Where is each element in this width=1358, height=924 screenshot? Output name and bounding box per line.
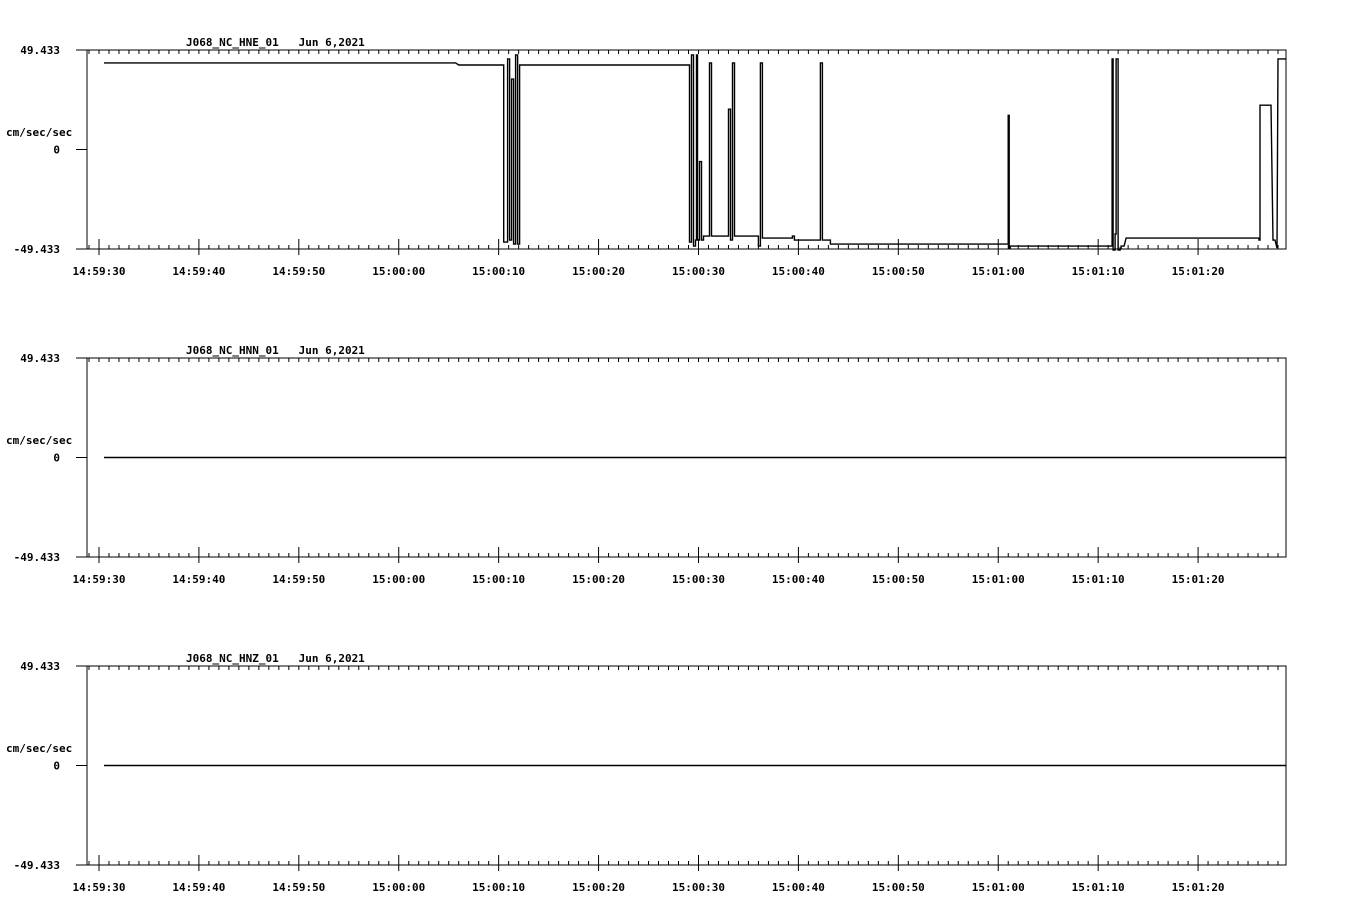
x-tick-label: 15:00:30	[671, 881, 725, 894]
y-axis-label: cm/sec/sec	[6, 126, 73, 139]
x-tick-label: 15:01:20	[1171, 573, 1225, 586]
x-tick-label: 15:00:30	[671, 573, 725, 586]
plot-title: J068_NC_HNE_01 Jun 6,2021	[186, 36, 365, 49]
y-tick-label: -49.433	[13, 859, 60, 872]
x-tick-label: 14:59:40	[172, 881, 226, 894]
y-tick-label: -49.433	[13, 243, 60, 256]
y-tick-label: 49.433	[20, 352, 60, 365]
x-tick-label: 15:01:00	[971, 881, 1025, 894]
y-tick-label: 49.433	[20, 660, 60, 673]
waveform-trace	[104, 55, 1286, 250]
x-tick-label: 15:01:00	[971, 573, 1025, 586]
x-tick-label: 15:00:20	[572, 881, 626, 894]
x-tick-label: 14:59:50	[272, 881, 326, 894]
x-tick-label: 15:00:50	[871, 265, 925, 278]
x-tick-label: 15:00:10	[472, 265, 526, 278]
x-tick-label: 15:00:40	[771, 881, 825, 894]
seismogram-panel-3	[6, 652, 1286, 894]
x-tick-label: 15:00:40	[771, 265, 825, 278]
x-tick-label: 15:00:00	[372, 881, 426, 894]
plot-title: J068_NC_HNZ_01 Jun 6,2021	[186, 652, 365, 665]
x-tick-label: 15:00:40	[771, 573, 825, 586]
x-tick-label: 15:00:20	[572, 265, 626, 278]
x-tick-label: 15:00:50	[871, 881, 925, 894]
x-tick-label: 14:59:50	[272, 573, 326, 586]
x-tick-label: 15:00:50	[871, 573, 925, 586]
x-tick-label: 15:00:20	[572, 573, 626, 586]
seismogram-panel-1	[6, 36, 1286, 278]
x-tick-label: 15:00:10	[472, 573, 526, 586]
y-tick-label: 0	[53, 143, 60, 157]
x-tick-label: 15:00:00	[372, 265, 426, 278]
x-tick-label: 15:01:20	[1171, 881, 1225, 894]
x-tick-label: 14:59:40	[172, 573, 226, 586]
plot-title: J068_NC_HNN_01 Jun 6,2021	[186, 344, 365, 357]
plot-frame	[87, 50, 1286, 249]
x-tick-label: 15:01:20	[1171, 265, 1225, 278]
x-tick-label: 15:01:10	[1071, 881, 1125, 894]
x-tick-label: 14:59:50	[272, 265, 326, 278]
x-tick-label: 14:59:30	[72, 265, 126, 278]
x-tick-label: 15:00:00	[372, 573, 426, 586]
x-tick-label: 14:59:40	[172, 265, 226, 278]
y-tick-label: 49.433	[20, 44, 60, 57]
y-tick-label: -49.433	[13, 551, 60, 564]
x-tick-label: 15:01:10	[1071, 573, 1125, 586]
x-tick-label: 14:59:30	[72, 573, 126, 586]
x-tick-label: 14:59:30	[72, 881, 126, 894]
x-tick-label: 15:00:30	[671, 265, 725, 278]
x-tick-label: 15:01:00	[971, 265, 1025, 278]
x-tick-label: 15:01:10	[1071, 265, 1125, 278]
y-axis-label: cm/sec/sec	[6, 434, 73, 447]
y-tick-label: 0	[53, 759, 60, 773]
seismogram-panel-2	[6, 344, 1286, 586]
x-tick-label: 15:00:10	[472, 881, 526, 894]
y-tick-label: 0	[53, 451, 60, 465]
y-axis-label: cm/sec/sec	[6, 742, 73, 755]
